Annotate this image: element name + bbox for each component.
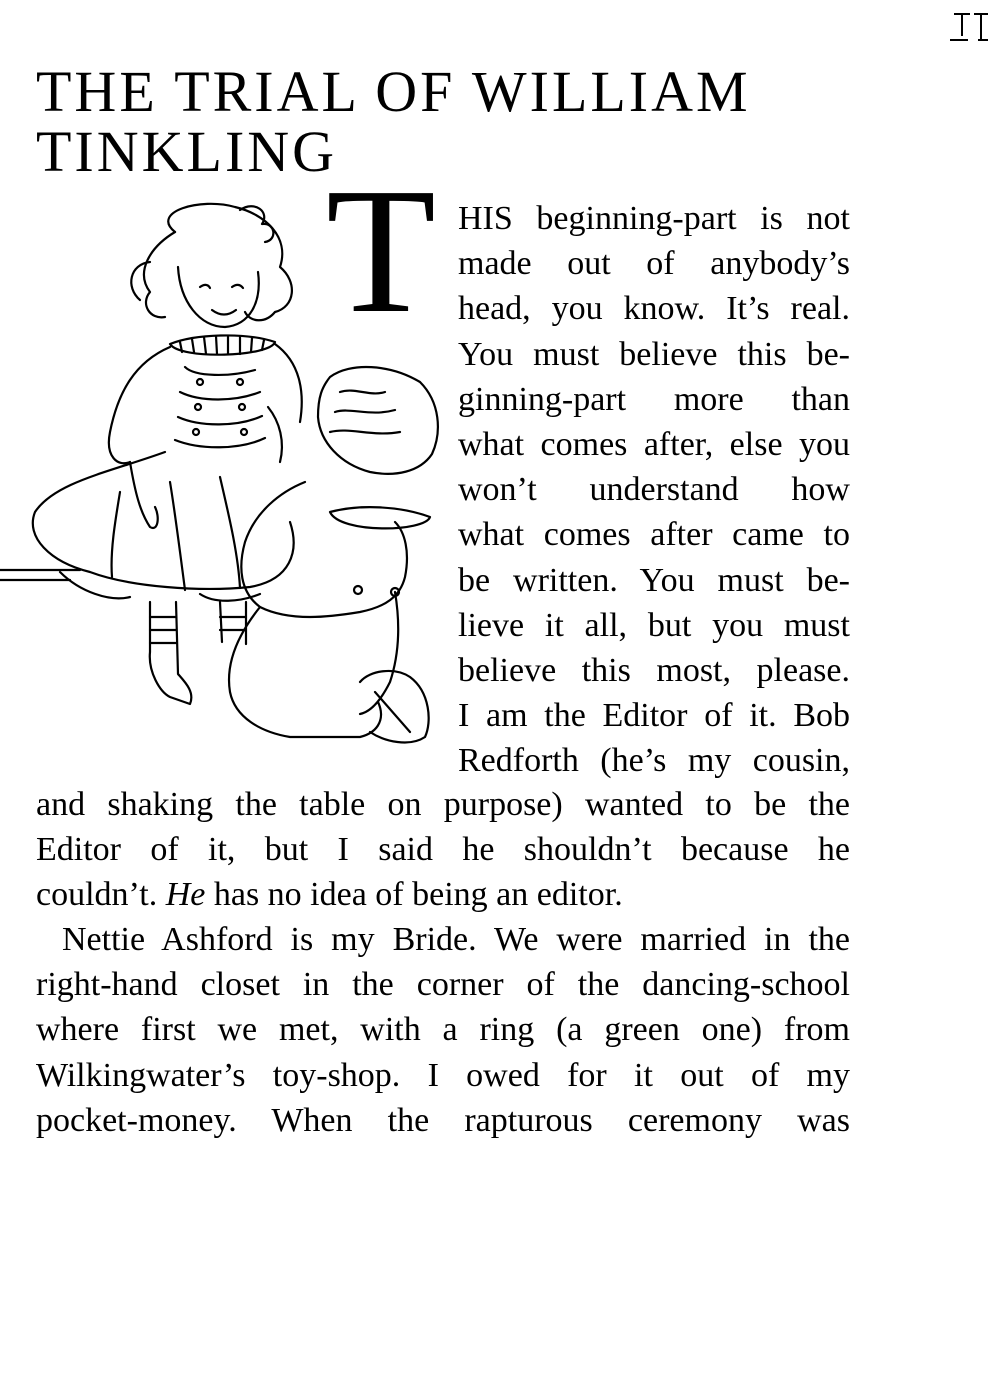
drop-cap: T	[326, 151, 436, 350]
text-line: won’t understand how	[458, 471, 850, 509]
text-line: believe this most, please.	[458, 652, 850, 690]
text-line: I am the Editor of it. Bob	[458, 697, 850, 735]
text-line: and shaking the table on purpose) wanted to be the	[36, 786, 850, 823]
page-corner-mark-icon	[948, 6, 992, 46]
text-line: Wilkingwater’s toy-shop. I owed for it out of my	[36, 1056, 850, 1094]
chapter-title-line-2: TINKLING	[36, 119, 338, 184]
text-line: where first we met, with a ring (a green one) from	[36, 1011, 850, 1049]
text-line: Redforth (he’s my cousin,	[458, 742, 850, 780]
text-line: what comes after, else you	[458, 426, 850, 464]
paragraph-1-continued	[36, 782, 850, 918]
chapter-title-line-1: THE TRIAL OF WILLIAM	[36, 59, 751, 124]
emphasis-text: He	[165, 876, 206, 914]
paragraph-2	[36, 917, 850, 1143]
text-line: lieve it all, but you must	[458, 606, 850, 644]
text-line: pocket-money. When the rapturous ceremony was	[36, 1101, 850, 1139]
text-line: HIS beginning-part is not	[458, 200, 850, 237]
paragraph-1-wrapped	[458, 196, 850, 784]
text-line: made out of anybody’s	[458, 245, 850, 283]
text-segment: couldn’t.	[36, 876, 166, 914]
text-line: be written. You must be-	[458, 561, 850, 599]
text-segment: has no idea of being an editor.	[205, 876, 623, 914]
text-line	[36, 872, 850, 917]
text-line: Nettie Ashford is my Bride. We were married in the	[62, 921, 850, 958]
text-line: ginning-part more than	[458, 380, 850, 418]
text-line: You must believe this be-	[458, 335, 850, 373]
text-line: Editor of it, but I said he shouldn’t because he	[36, 831, 850, 869]
chapter-title	[36, 59, 936, 184]
text-line: head, you know. It’s real.	[458, 290, 850, 328]
text-line: right-hand closet in the corner of the dancing-school	[36, 966, 850, 1004]
text-line: what comes after came to	[458, 516, 850, 554]
